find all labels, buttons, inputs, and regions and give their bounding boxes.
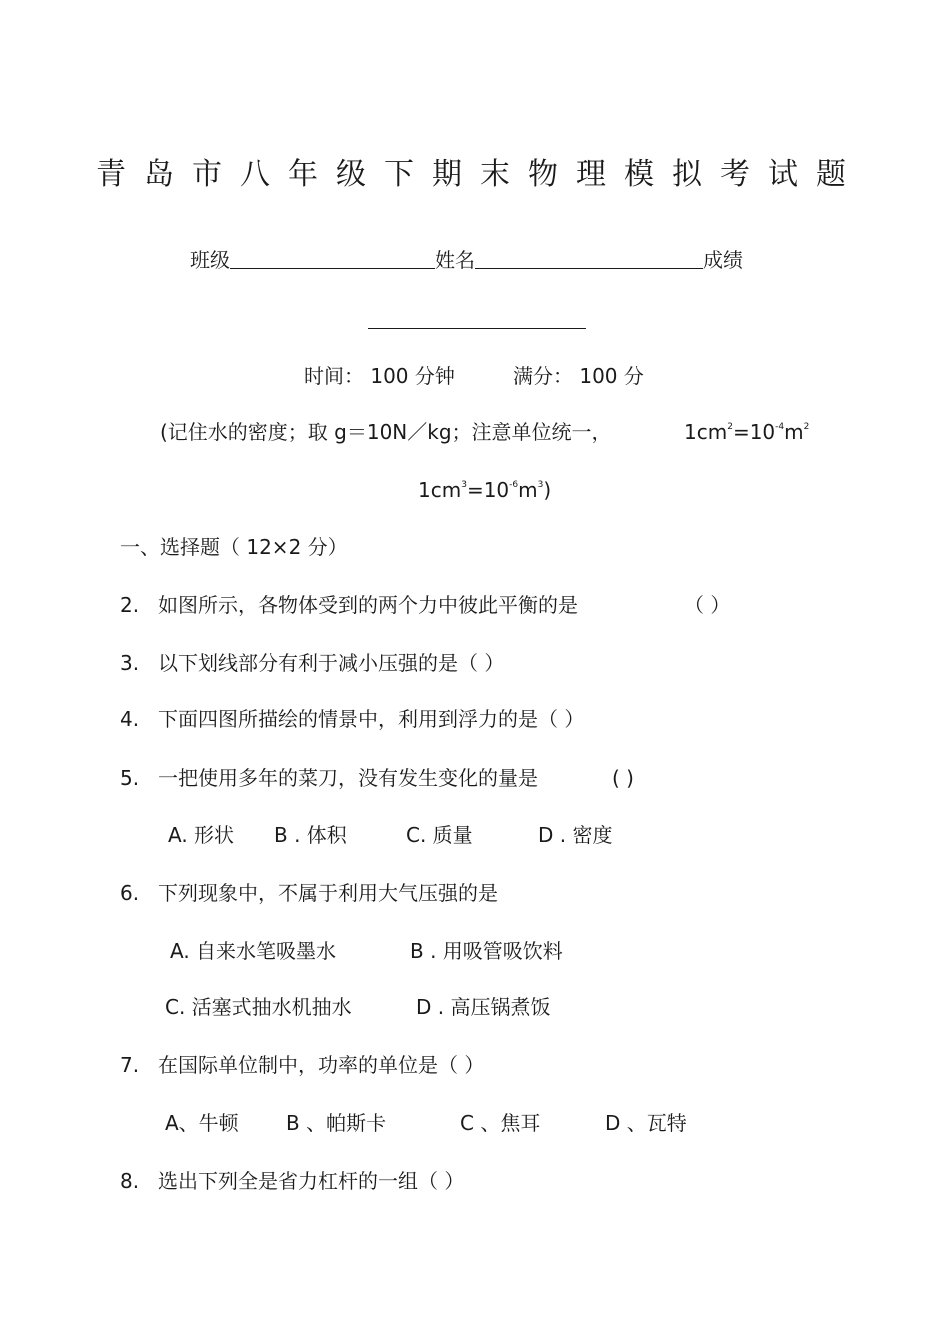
vol-unit: m xyxy=(518,478,538,502)
area-exp3: 2 xyxy=(803,422,810,432)
option-d: D 、瓦特 xyxy=(605,1111,687,1135)
note-line-1 xyxy=(160,422,612,442)
question-text: 一把使用多年的菜刀，没有发生变化的量是 xyxy=(158,766,538,790)
option-a: A. 自来水笔吸墨水 xyxy=(170,939,337,963)
class-blank xyxy=(230,250,435,269)
option-d: D . 密度 xyxy=(538,823,613,847)
option-a: A、牛顿 xyxy=(165,1111,239,1135)
vol-lhs: 1cm xyxy=(418,478,462,502)
score-blank-row xyxy=(368,310,586,330)
vol-close: ) xyxy=(543,478,552,502)
area-conversion xyxy=(684,422,809,442)
area-unit: m xyxy=(784,420,804,444)
time-limit: 时间： 100 分钟 xyxy=(304,364,455,388)
option-b: B 、帕斯卡 xyxy=(286,1111,387,1135)
question-num: 6. xyxy=(120,881,140,905)
vol-exp2: -6 xyxy=(509,480,519,490)
question-text: 以下划线部分有利于减小压强的是（ ） xyxy=(158,651,505,675)
option-b: B . 用吸管吸饮料 xyxy=(410,939,563,963)
score-label: 成绩 xyxy=(703,248,743,272)
option-d: D . 高压锅煮饭 xyxy=(416,995,551,1019)
answer-bracket: （ ） xyxy=(684,593,731,617)
question-text: 如图所示，各物体受到的两个力中彼此平衡的是 xyxy=(158,593,578,617)
option-c: C. 活塞式抽水机抽水 xyxy=(165,995,352,1019)
volume-conversion xyxy=(418,480,551,500)
vol-exp3: 3 xyxy=(537,480,544,490)
question-num: 2. xyxy=(120,593,140,617)
question-num: 5. xyxy=(120,766,140,790)
question-text: 选出下列全是省力杠杆的一组（ ） xyxy=(158,1169,465,1193)
answer-bracket: ( ) xyxy=(612,766,634,790)
section-heading: 一、选择题（ 12×2 分） xyxy=(120,535,348,559)
option-c: C. 质量 xyxy=(406,823,473,847)
vol-exp1: 3 xyxy=(461,480,467,490)
area-exp2: -4 xyxy=(775,422,785,432)
area-mid: =10 xyxy=(732,420,776,444)
option-b: B . 体积 xyxy=(274,823,347,847)
name-blank xyxy=(475,250,703,269)
question-num: 7. xyxy=(120,1053,140,1077)
full-score: 满分： 100 分 xyxy=(513,364,644,388)
area-lhs: 1cm xyxy=(684,420,728,444)
name-label: 姓名 xyxy=(435,248,475,272)
option-a: A. 形状 xyxy=(168,823,235,847)
area-exp1: 2 xyxy=(727,422,733,432)
question-num: 4. xyxy=(120,707,140,731)
question-num: 3. xyxy=(120,651,140,675)
question-text: 下面四图所描绘的情景中，利用到浮力的是（ ） xyxy=(158,707,585,731)
student-info-row xyxy=(190,250,743,270)
option-c: C 、焦耳 xyxy=(460,1111,541,1135)
question-text: 下列现象中，不属于利用大气压强的是 xyxy=(158,881,498,905)
note-text: (记住水的密度；取 g＝10N／kg；注意单位统一， xyxy=(160,420,612,444)
question-text: 在国际单位制中，功率的单位是（ ） xyxy=(158,1053,485,1077)
question-num: 8. xyxy=(120,1169,140,1193)
vol-mid: =10 xyxy=(466,478,510,502)
score-blank xyxy=(368,310,586,329)
class-label: 班级 xyxy=(190,248,230,272)
page-title: 青岛市八年级下期末物理模拟考试题 xyxy=(96,157,864,192)
